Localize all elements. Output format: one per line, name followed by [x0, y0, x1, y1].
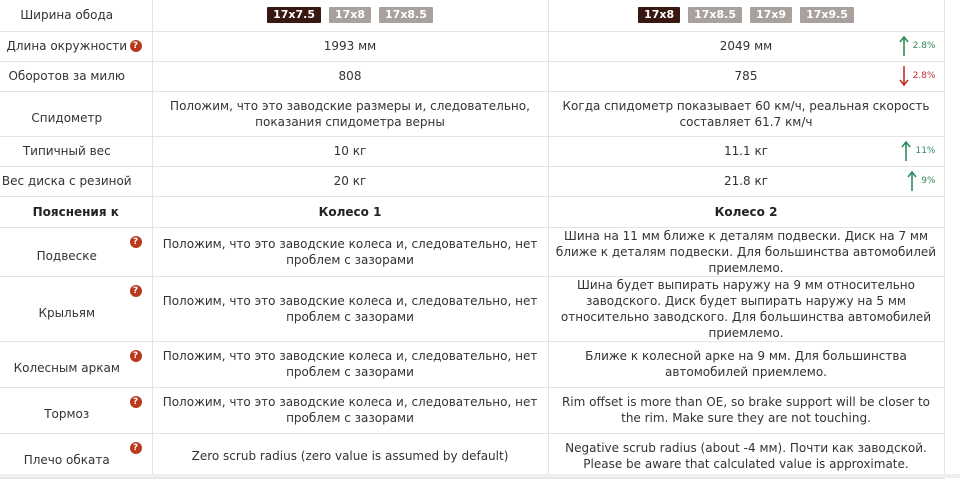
arrow-up-icon — [901, 140, 911, 162]
wheel1-wheel-arches: Положим, что это заводские колеса и, следовательно, нет проблем с зазорами — [152, 341, 548, 387]
scrub-radius-label — [0, 433, 152, 478]
circumference-label — [0, 31, 152, 61]
wheel-tire-weight-delta-value: 9% — [921, 176, 936, 186]
wheel2-header: Колесо 2 — [548, 196, 944, 227]
typical-weight-label: Типичный вес — [0, 136, 152, 166]
wheel-tire-weight-delta — [907, 171, 935, 191]
wheel1-header: Колесо 1 — [152, 196, 548, 227]
revs-per-mile-delta — [899, 66, 936, 86]
scrub-radius-label-text: Плечо обката — [23, 452, 110, 467]
help-icon[interactable]: ? — [130, 396, 142, 408]
fenders-label-text: Крыльям — [38, 305, 96, 320]
circumference-label-text: Длина окружности — [6, 39, 128, 53]
wheel2-wheel-tire-weight-cell — [548, 166, 944, 196]
wheel1-circumference: 1993 мм — [152, 31, 548, 61]
wheel1-size-tag[interactable]: 17x8.5 — [379, 7, 433, 23]
wheel2-typical-weight: 11.1 кг — [723, 144, 769, 158]
wheel2-size-tag[interactable]: 17x9 — [750, 7, 792, 23]
wheel1-fenders: Положим, что это заводские колеса и, следовательно, нет проблем с зазорами — [152, 276, 548, 341]
wheel1-brakes: Положим, что это заводские колеса и, следовательно, нет проблем с зазорами — [152, 387, 548, 433]
explanations-header: Пояснения к — [0, 196, 152, 227]
wheel1-size-tag[interactable]: 17x8 — [329, 7, 371, 23]
wheel2-size-cell — [548, 0, 944, 31]
revs-per-mile-label: Оборотов за милю — [0, 61, 152, 91]
rim-width-row — [0, 0, 944, 31]
wheel1-size-tag[interactable]: 17x7.5 — [267, 7, 321, 23]
wheel-arches-label-text: Колесным аркам — [13, 361, 120, 375]
fenders-row — [0, 276, 944, 341]
wheel2-wheel-arches: Ближе к колесной арке на 9 мм. Для большинства автомобилей приемлемо. — [548, 341, 944, 387]
suspension-label — [0, 227, 152, 276]
wheel2-circumference: 2049 мм — [719, 39, 773, 53]
brakes-label — [0, 387, 152, 433]
wheel1-size-cell — [152, 0, 548, 31]
scrub-radius-row — [0, 433, 944, 478]
speedometer-row — [0, 91, 944, 136]
wheel1-suspension: Положим, что это заводские колеса и, следовательно, нет проблем с зазорами — [152, 227, 548, 276]
speedometer-label: Спидометр — [0, 91, 152, 136]
rim-width-label: Ширина обода — [0, 0, 152, 31]
revs-per-mile-row — [0, 61, 944, 91]
help-icon[interactable]: ? — [130, 236, 142, 248]
wheel2-circumference-cell — [548, 31, 944, 61]
wheel1-size-tags — [153, 7, 548, 23]
wheel2-size-tag[interactable]: 17x8 — [638, 7, 680, 23]
wheel1-scrub-radius: Zero scrub radius (zero value is assumed by default) — [152, 433, 548, 478]
typical-weight-delta — [901, 141, 935, 161]
wheel2-suspension: Шина на 11 мм ближе к деталям подвески. Диск на 7 мм ближе к деталям подвески. Для большинства автомобилей приемлемо. — [548, 227, 944, 276]
wheel-tire-weight-row — [0, 166, 944, 196]
page-bottom-bar — [0, 474, 960, 478]
wheel1-wheel-tire-weight: 20 кг — [152, 166, 548, 196]
wheel2-speedometer: Когда спидометр показывает 60 км/ч, реальная скорость составляет 61.7 км/ч — [548, 91, 944, 136]
wheel2-typical-weight-cell — [548, 136, 944, 166]
wheel1-typical-weight: 10 кг — [152, 136, 548, 166]
suspension-row — [0, 227, 944, 276]
brakes-row — [0, 387, 944, 433]
wheel2-size-tags — [549, 7, 944, 23]
circumference-delta — [899, 36, 936, 56]
fenders-label — [0, 276, 152, 341]
circumference-delta-value: 2.8% — [912, 41, 936, 51]
help-icon[interactable]: ? — [130, 442, 142, 454]
wheel2-wheel-tire-weight: 21.8 кг — [723, 174, 769, 188]
wheel-tire-weight-label: Вес диска с резиной — [0, 166, 152, 196]
brakes-label-text: Тормоз — [44, 407, 90, 421]
help-icon[interactable]: ? — [130, 285, 142, 297]
arrow-up-icon — [907, 170, 917, 192]
wheel1-speedometer: Положим, что это заводские размеры и, следовательно, показания спидометра верны — [152, 91, 548, 136]
typical-weight-row — [0, 136, 944, 166]
wheel2-brakes: Rim offset is more than OE, so brake support will be closer to the rim. Make sure they are not touching. — [548, 387, 944, 433]
revs-per-mile-delta-value: 2.8% — [912, 71, 936, 81]
wheel1-revs-per-mile: 808 — [152, 61, 548, 91]
arrow-up-icon — [899, 35, 909, 57]
typical-weight-delta-value: 11% — [915, 146, 936, 156]
wheel-arches-label — [0, 341, 152, 387]
wheel2-scrub-radius: Negative scrub radius (about -4 мм). Почти как заводской. Please be aware that calculated value is approximate. — [548, 433, 944, 478]
suspension-label-text: Подвеске — [36, 248, 97, 263]
wheel2-revs-per-mile: 785 — [734, 69, 758, 83]
wheel2-size-tag[interactable]: 17x8.5 — [688, 7, 742, 23]
wheel2-size-tag[interactable]: 17x9.5 — [800, 7, 854, 23]
help-icon[interactable]: ? — [130, 350, 142, 362]
explanations-header-row — [0, 196, 944, 227]
wheel2-revs-cell — [548, 61, 944, 91]
wheel-arches-row — [0, 341, 944, 387]
arrow-down-icon — [899, 65, 909, 87]
wheel2-fenders: Шина будет выпирать наружу на 9 мм относительно заводского. Диск будет выпирать наружу на 5 мм относительно заводского. Для большинства автомобилей приемлемо. — [548, 276, 944, 341]
circumference-row — [0, 31, 944, 61]
help-icon[interactable]: ? — [130, 40, 142, 52]
